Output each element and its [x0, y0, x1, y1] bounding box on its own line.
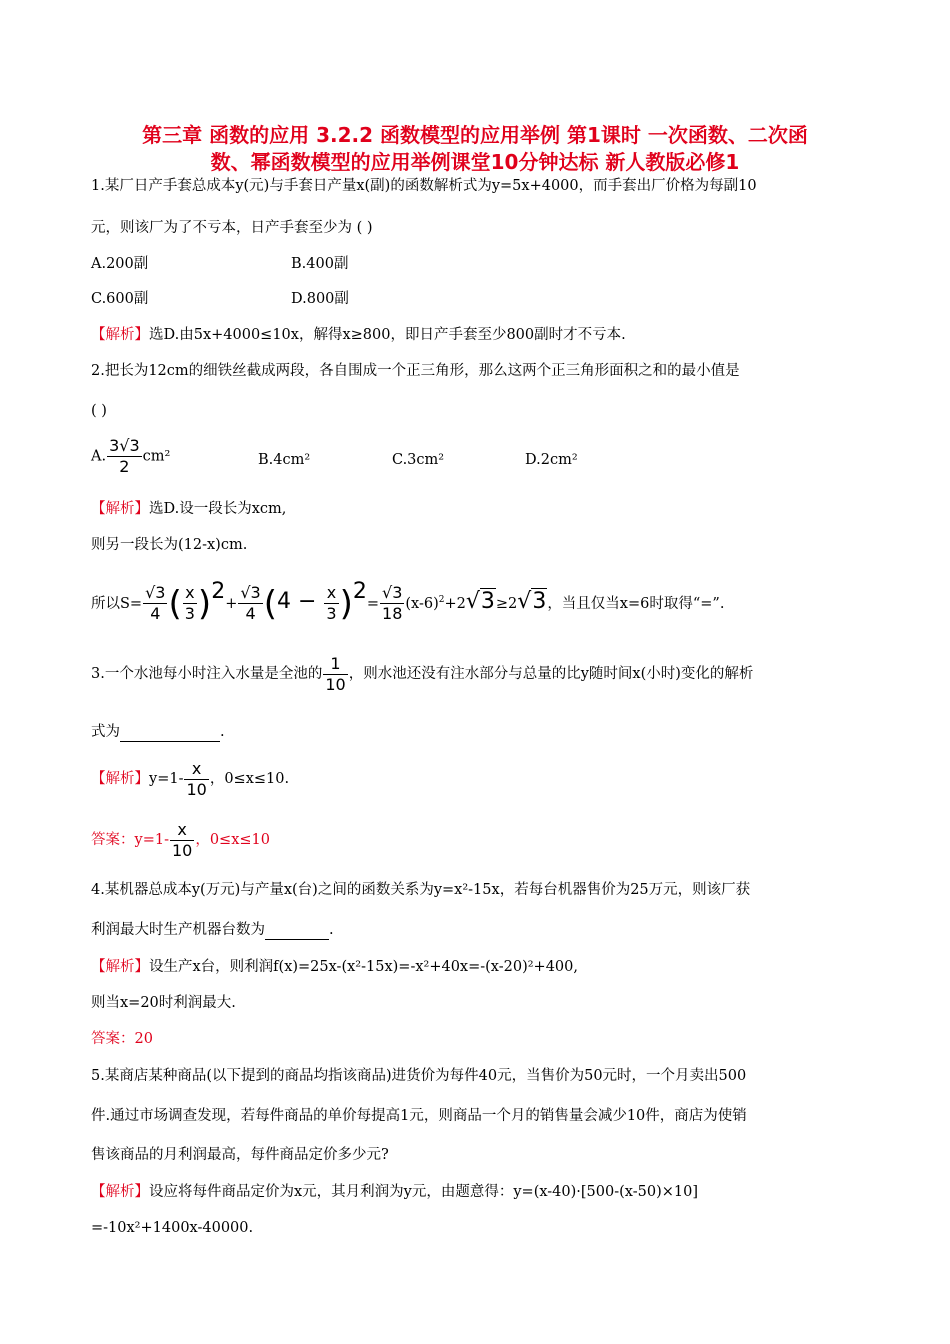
- q1-analysis: [91, 325, 626, 345]
- q5-analysis-1: 【解析】设应将每件商品定价为x元，其月利润为y元，由题意得：y=(x-40)·[500-(x-50)×10]: [91, 1184, 698, 1200]
- q1-option-a: A.200副: [91, 256, 149, 272]
- q5-analysis-2: =-10x²+1400x-40000.: [91, 1220, 254, 1236]
- q3-answer-blank: [120, 741, 220, 742]
- q2-analysis-2: 则另一段长为(12-x)cm.: [91, 537, 248, 553]
- q4-line-2: 利润最大时生产机器台数为 .: [91, 922, 334, 938]
- q3-line-1: 3.一个水池每小时注入水量是全池的 $\frac{1}{10}$ ，则水池还没有注水部分与总量的比y随时间x(小时)变化的解析: [91, 653, 754, 694]
- q3-answer: 答案：y=1- $\frac{x}{10}$ ，0≤x≤10: [91, 819, 270, 860]
- document-title: [60, 122, 890, 176]
- answer-tag: 答案：: [91, 832, 135, 848]
- q2-line-2: ( ): [91, 403, 107, 419]
- analysis-tag: 【解析】: [91, 1184, 149, 1200]
- analysis-tag: 【解析】: [91, 959, 149, 975]
- analysis-tag: 【解析】: [91, 327, 149, 343]
- q5-line-1: 5.某商店某种商品(以下提到的商品均指该商品)进货价为每件40元，当售价为50元时，一个月卖出500: [91, 1068, 747, 1084]
- q2-option-d: D.2cm²: [525, 452, 578, 468]
- analysis-tag: 【解析】: [91, 501, 149, 517]
- formula-fraction: $\frac{√3}{4}$: [240, 583, 261, 624]
- formula-fraction: $\frac{√3}{18}$: [382, 583, 403, 624]
- q2-option-a-fraction: $\frac{3√3}{2}$: [109, 436, 140, 476]
- q4-answer-blank: [265, 939, 329, 940]
- q4-analysis-1: 【解析】设生产x台，则利润f(x)=25x-(x²-15x)=-x²+40x=-(x-20)²+400,: [91, 959, 578, 975]
- q5-line-2: 件.通过市场调查发现，若每件商品的单价每提高1元，则商品一个月的销售量会减少10件，商店为使销: [91, 1108, 747, 1124]
- formula-fraction: $\frac{x}{3}$: [184, 583, 195, 624]
- q1-option-c: C.600副: [91, 291, 149, 307]
- q4-analysis-2: 则当x=20时利润最大.: [91, 995, 236, 1011]
- q3-fraction: $\frac{1}{10}$: [325, 653, 346, 694]
- q1-line-1: 1.某厂日产手套总成本y(元)与手套日产量x(副)的函数解析式为y=5x+4000，而手套出厂价格为每副10: [91, 178, 757, 194]
- title-line-2: 数、幂函数模型的应用举例课堂10分钟达标 新人教版必修1: [210, 150, 740, 174]
- q3-answer-fraction: $\frac{x}{10}$: [171, 819, 193, 860]
- q4-answer: 答案：20: [91, 1031, 153, 1047]
- answer-tag: 答案：: [91, 1031, 135, 1047]
- q2-option-c: C.3cm²: [392, 452, 445, 468]
- q1-option-b: B.400副: [291, 256, 349, 272]
- q1-option-d: D.800副: [291, 291, 349, 307]
- q2-line-1: 2.把长为12cm的细铁丝截成两段，各自围成一个正三角形，那么这两个正三角形面积之和的最小值是: [91, 363, 740, 379]
- q2-option-a: A. $\frac{3√3}{2}$ cm²: [91, 436, 171, 476]
- q2-formula: 所以S= $\frac{√3}{4}$ ( $\frac{x}{3}$ )2+ $\frac{√3}{4}$ (4 − $\frac{x}{3}$ )2= $\frac{√3}{18}$ $(x-6)^2+2√3\ge 2√3$，当且仅当x=6时取得“=”.: [91, 579, 725, 624]
- q3-analysis: 【解析】y=1- $\frac{x}{10}$ ，0≤x≤10.: [91, 758, 290, 799]
- q5-line-3: 售该商品的月利润最高，每件商品定价多少元?: [91, 1147, 389, 1163]
- q1-analysis-text: 选D.由5x+4000≤10x，解得x≥800，即日产手套至少800副时才不亏本.: [149, 327, 626, 343]
- title-line-1: 第三章 函数的应用 3.2.2 函数模型的应用举例 第1课时 一次函数、二次函: [142, 123, 808, 147]
- q1-line-2: 元，则该厂为了不亏本，日产手套至少为 ( ): [91, 220, 373, 236]
- q3-line-2: 式为 .: [91, 724, 225, 740]
- formula-fraction: $\frac{x}{3}$: [326, 583, 337, 624]
- q3-analysis-fraction: $\frac{x}{10}$: [186, 758, 207, 799]
- q4-line-1: 4.某机器总成本y(万元)与产量x(台)之间的函数关系为y=x²-15x，若每台机器售价为25万元，则该厂获: [91, 882, 751, 898]
- q2-option-b: B.4cm²: [258, 452, 311, 468]
- analysis-tag: 【解析】: [91, 771, 149, 787]
- formula-fraction: $\frac{√3}{4}$: [145, 583, 166, 624]
- q2-analysis-1: 【解析】选D.设一段长为xcm,: [91, 501, 287, 517]
